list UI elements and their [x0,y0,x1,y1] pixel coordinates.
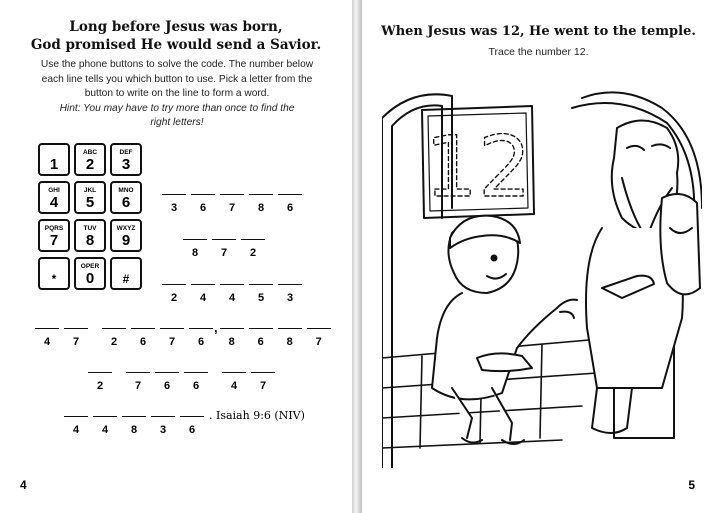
code-slot[interactable]: 4 [222,366,246,392]
code-slot[interactable]: 6 [131,322,155,348]
traced-number: 12 [424,118,532,216]
code-slot[interactable]: 6 [191,188,215,214]
key-4: GHI 4 [38,181,70,214]
code-slot[interactable]: 4 [35,322,59,348]
right-subtitle: Trace the number 12. [488,46,589,58]
code-slot[interactable]: 6 [155,366,179,392]
code-word-3 [162,278,307,304]
code-slot[interactable]: 7 [220,188,244,214]
instruction-line: Use the phone buttons to solve the code. The number below [40,59,314,70]
code-slot[interactable]: 8 [122,410,146,436]
right-page [362,0,715,513]
code-slot[interactable]: 8 [183,233,207,259]
code-slot[interactable]: 4 [64,410,88,436]
code-slot[interactable]: 7 [251,366,275,392]
code-slot[interactable]: 2 [102,322,126,348]
hint-line: right letters! [150,117,204,128]
instructions [22,58,332,131]
code-slot[interactable]: 6 [189,322,213,348]
page-number-left: 4 [20,478,27,492]
code-word-4 [35,322,336,348]
code-slot[interactable]: 7 [160,322,184,348]
code-slot[interactable]: 8 [278,322,302,348]
book-gutter [352,0,362,513]
instruction-line: button to write on the line to form a word. [84,88,270,99]
number-plaque [422,106,534,218]
code-slot[interactable]: 4 [191,278,215,304]
code-slot[interactable]: 6 [278,188,302,214]
comma-mark: , [214,320,218,335]
code-slot[interactable]: 6 [184,366,208,392]
code-word-5 [88,366,280,392]
code-slot[interactable]: 6 [180,410,204,436]
code-slot[interactable]: 7 [64,322,88,348]
hint-line: Hint: You may have to try more than once to find the [59,102,295,114]
left-page [0,0,352,513]
code-slot[interactable]: 2 [162,278,186,304]
second-elder-figure [660,194,700,294]
key-star: * [38,257,70,290]
code-slot[interactable]: 7 [307,322,331,348]
code-slot[interactable]: 2 [241,233,265,259]
page-number-right: 5 [688,478,695,492]
key-hash: # [110,257,142,290]
code-slot[interactable]: 2 [88,366,112,392]
code-slot[interactable]: 8 [249,188,273,214]
scroll [477,353,532,371]
key-7: PQRS 7 [38,219,70,252]
code-word-2 [183,233,270,259]
key-0: OPER 0 [74,257,106,290]
scripture-reference: . Isaiah 9:6 (NIV) [209,409,305,422]
boy-figure [432,216,577,444]
code-slot[interactable]: 3 [151,410,175,436]
code-slot[interactable]: 8 [220,322,244,348]
key-9: WXYZ 9 [110,219,142,252]
key-6: MNO 6 [110,181,142,214]
key-2: ABC 2 [74,143,106,176]
left-title-line-2: God promised He would send a Savior. [30,37,322,53]
right-title: When Jesus was 12, He went to the temple. [381,24,696,39]
key-8: TUV 8 [74,219,106,252]
code-slot[interactable]: 3 [162,188,186,214]
left-title-line-1: Long before Jesus was born, [69,19,283,35]
code-slot[interactable]: 4 [220,278,244,304]
code-slot[interactable]: 5 [249,278,273,304]
key-1: 1 [38,143,70,176]
code-word-6 [64,410,305,436]
key-3: DEF 3 [110,143,142,176]
code-slot[interactable]: 4 [93,410,117,436]
instruction-line: each line tells you which button to use. Pick a letter from the [41,73,313,85]
code-slot[interactable]: 7 [212,233,236,259]
code-slot[interactable]: 7 [126,366,150,392]
code-word-1 [162,188,307,214]
code-slot[interactable]: 3 [278,278,302,304]
key-5: JKL 5 [74,181,106,214]
code-slot[interactable]: 6 [249,322,273,348]
temple-illustration [382,88,702,468]
